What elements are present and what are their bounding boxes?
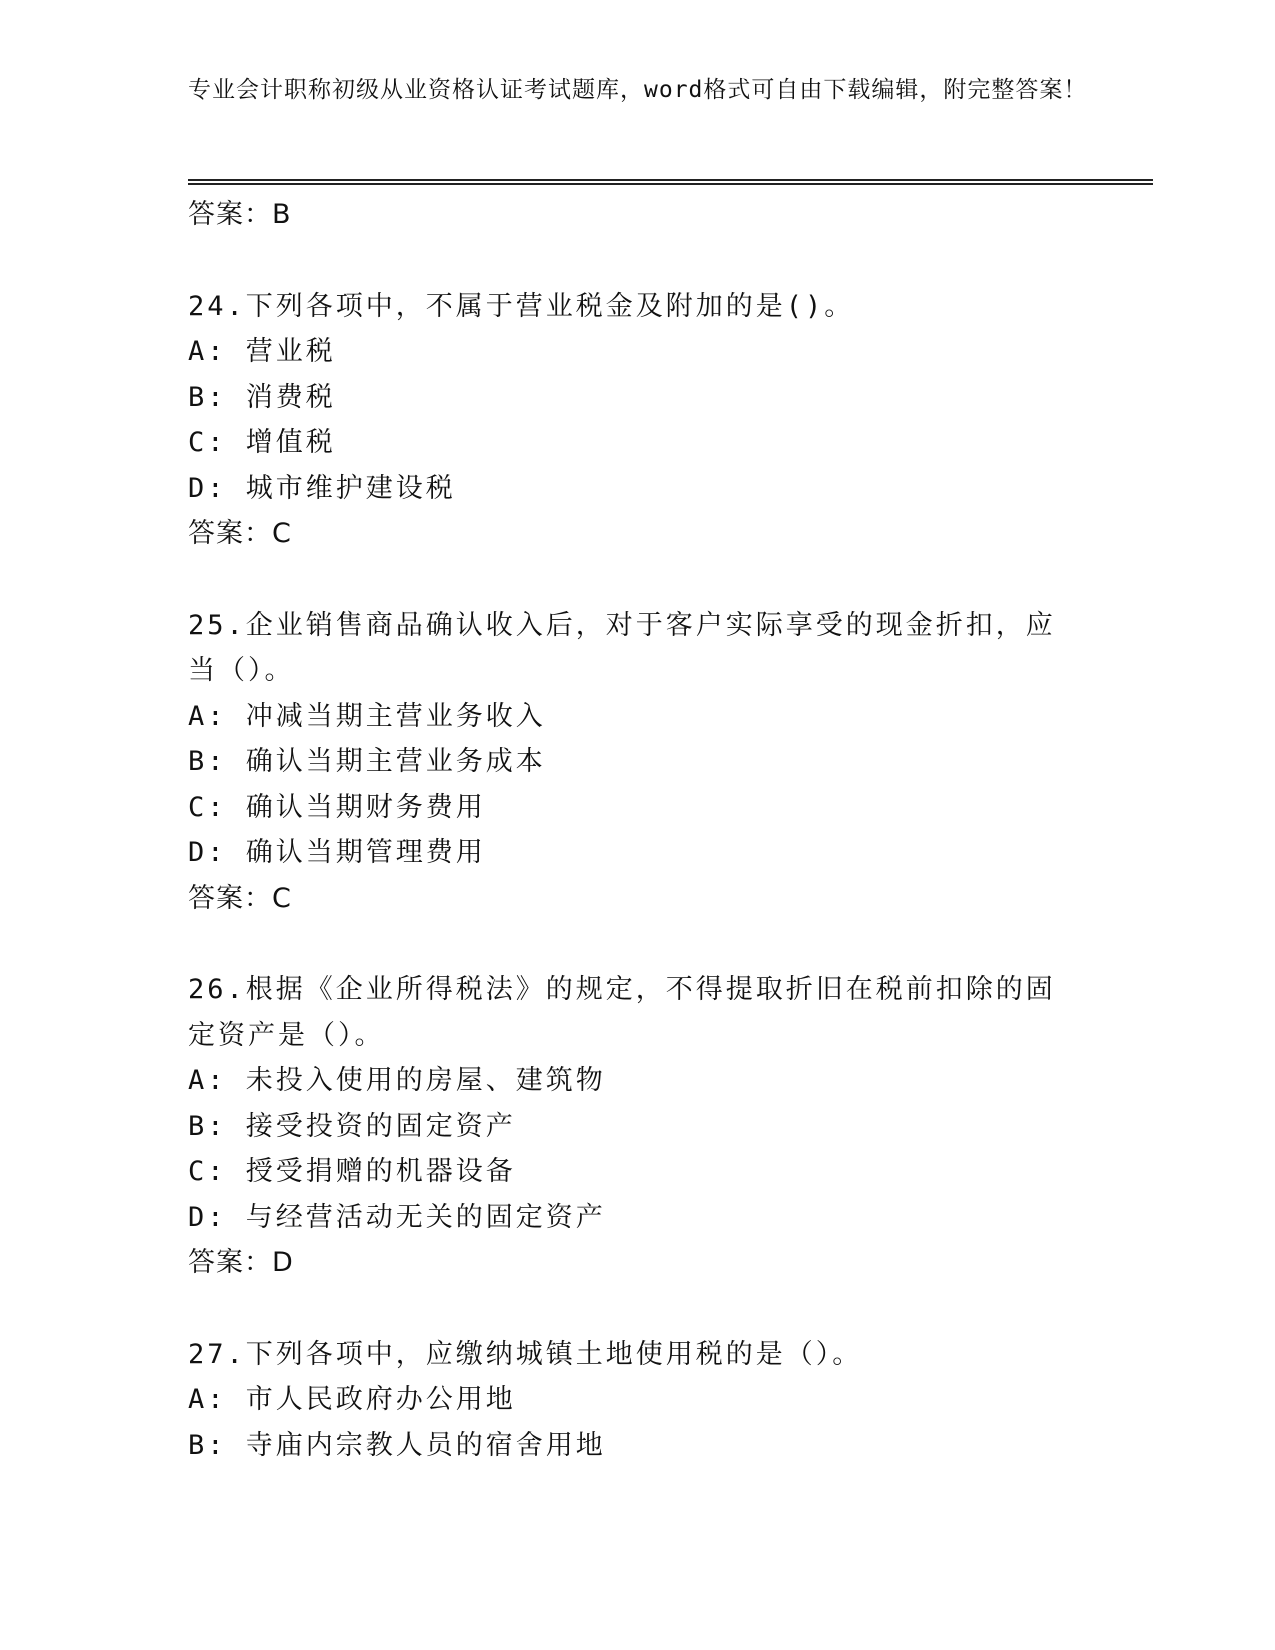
option-c: C: 确认当期财务费用 <box>188 791 486 823</box>
header-divider-bottom <box>188 183 1153 185</box>
answer-label: 答案：C <box>188 518 292 549</box>
answer-label: 答案：C <box>188 882 292 914</box>
option-d: D: 与经营活动无关的固定资产 <box>188 1201 606 1233</box>
option-d: D: 确认当期管理费用 <box>188 837 486 868</box>
option-b: B: 接受投资的固定资产 <box>188 1110 516 1142</box>
question-stem: 27.下列各项中，应缴纳城镇土地使用税的是（）。 <box>188 1338 863 1370</box>
question-block <box>188 1332 1088 1469</box>
option-c: C: 授受捐赠的机器设备 <box>188 1156 516 1187</box>
option-a: A: 未投入使用的房屋、建筑物 <box>188 1065 606 1096</box>
question-block <box>188 284 1088 557</box>
answer-label: 答案：B <box>188 199 292 230</box>
question-block <box>188 603 1088 922</box>
option-c: C: 增值税 <box>188 427 336 458</box>
question-stem: 24.下列各项中，不属于营业税金及附加的是()。 <box>188 290 855 322</box>
option-a: A: 冲减当期主营业务收入 <box>188 700 546 732</box>
header-note: 专业会计职称初级从业资格认证考试题库，word格式可自由下载编辑，附完整答案！ <box>188 77 1088 103</box>
question-stem: 25.企业销售商品确认收入后，对于客户实际享受的现金折扣，应当（）。 <box>188 609 1056 686</box>
question-list <box>188 192 1088 1468</box>
option-a: A: 营业税 <box>188 336 336 367</box>
option-a: A: 市人民政府办公用地 <box>188 1384 516 1415</box>
answer-label: 答案：D <box>188 1247 294 1278</box>
question-stem: 26.根据《企业所得税法》的规定，不得提取折旧在税前扣除的固定资产是（）。 <box>188 974 1056 1051</box>
option-b: B: 寺庙内宗教人员的宿舍用地 <box>188 1429 606 1461</box>
header-divider-top <box>188 179 1153 181</box>
option-d: D: 城市维护建设税 <box>188 472 456 504</box>
option-b: B: 确认当期主营业务成本 <box>188 746 546 777</box>
option-b: B: 消费税 <box>188 381 336 413</box>
question-block <box>188 967 1088 1286</box>
